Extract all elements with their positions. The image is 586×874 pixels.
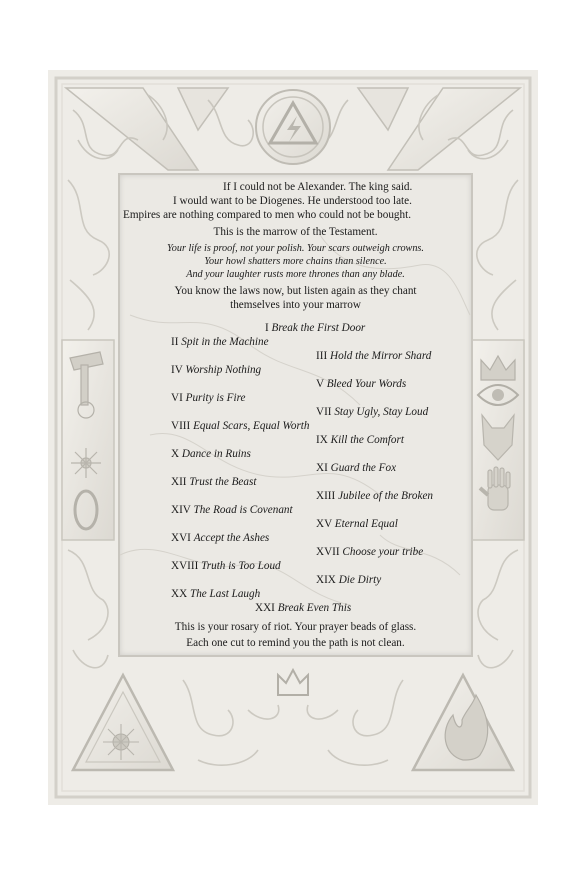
law-item: V Bleed Your Words [316,378,407,390]
closing-line-2: Each one cut to remind you the path is not clean. [186,637,405,649]
law-item: XV Eternal Equal [316,518,398,530]
law-item: II Spit in the Machine [171,336,269,348]
marrow-line: This is the marrow of the Testament. [213,226,378,238]
law-item: XI Guard the Fox [316,462,397,474]
testament-text [120,175,471,655]
header-line-1: If I could not be Alexander. The king said. [223,181,413,193]
law-item: X Dance in Ruins [171,448,251,460]
law-item: VIII Equal Scars, Equal Worth [171,420,310,432]
closing-line-1: This is your rosary of riot. Your prayer beads of glass. [174,621,417,633]
laws-intro-line-1: You know the laws now, but listen again as they chant [174,285,417,297]
italic-line-1: Your life is proof, not your polish. Your scars outweigh crowns. [167,243,424,254]
law-item: XII Trust the Beast [171,476,257,488]
law-item: XVI Accept the Ashes [171,532,270,544]
text-panel [118,173,473,657]
law-item: XXI Break Even This [255,602,352,614]
law-item: XVIII Truth is Too Loud [171,560,281,572]
law-item: I Break the First Door [265,322,366,334]
law-item: XIV The Road is Covenant [171,504,293,516]
law-item: XVII Choose your tribe [316,546,424,558]
law-item: XIX Die Dirty [316,574,382,586]
sunburst-icon [71,448,101,478]
italic-line-3: And your laughter rusts more thrones than any blade. [186,269,405,280]
law-item: XX The Last Laugh [171,588,261,600]
laws-intro-line-2: themselves into your marrow [230,299,361,311]
header-line-3: Empires are nothing compared to men who could not be bought. [123,209,412,221]
law-item: IV Worship Nothing [171,364,262,376]
italic-line-2: Your howl shatters more chains than silence. [204,256,387,267]
law-item: IX Kill the Comfort [316,434,404,446]
parchment-sheet [48,70,538,805]
law-item: III Hold the Mirror Shard [316,350,432,362]
triangle-bolt-emblem-icon [256,90,330,164]
law-item: VII Stay Ugly, Stay Loud [316,406,429,418]
header-line-2: I would want to be Diogenes. He understood too late. [173,195,412,207]
law-item: VI Purity is Fire [171,392,246,404]
law-item: XIII Jubilee of the Broken [316,490,434,502]
